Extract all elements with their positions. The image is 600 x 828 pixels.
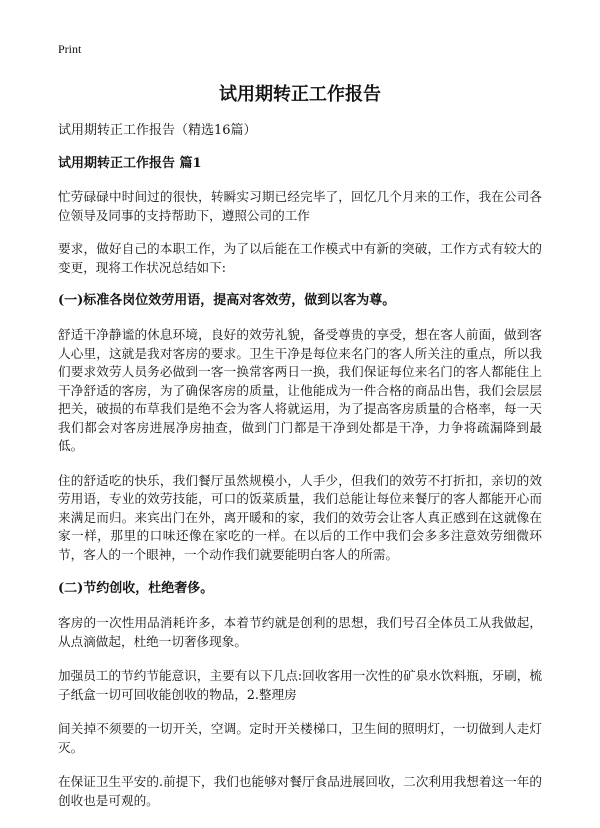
paragraph-dining: 住的舒适吃的快乐，我们餐厅虽然规模小，人手少，但我们的效劳不打折扣，亲切的效劳用语，专业的效劳技能，可口的饭菜质量，我们总能让每位来餐厅的客人都能开心而来满足而归。来宾出门在外，离开暖和的家，我们的效劳会让客人真正感到在这就像在家一样，那里的口味还像在家吃的一样。在以后的工作中我们会多多注意效劳细微环节，客人的一个眼神，一个动作我们就要能明白客人的所需。 (58, 472, 542, 562)
paragraph-saving-3: 间关掉不须要的一切开关，空调。定时开关楼梯口，卫生间的照明灯，一切做到人走灯灭。 (58, 721, 542, 755)
paragraph-saving-1: 客房的一次性用品消耗许多，本着节约就是创利的思想，我们号召全体员工从我做起，从点滴做起，杜绝一切奢侈现象。 (58, 615, 542, 649)
subheading-service: (一)标准各岗位效劳用语，提高对客效劳，做到以客为尊。 (58, 293, 396, 308)
paragraph-intro-1: 忙劳碌碌中时间过的很快，转瞬实习期已经完毕了，回忆几个月来的工作，我在公司各位领导及同事的支持帮助下，遵照公司的工作 (58, 189, 542, 223)
section-heading: 试用期转正工作报告 篇1 (58, 156, 202, 171)
paragraph-rooms: 舒适干净静谧的休息环境，良好的效劳礼貌，备受尊贵的享受，想在客人前面，做到客人心里，这就是我对客房的要求。卫生干净是每位来名门的客人所关注的重点，所以我们要求效劳人员务必做到一客一换常客两日一换，我们保证每位来名门的客人都能住上干净舒适的客房，为了确保客房的质量，让他能成为一件合格的商品出售，我们会层层把关，破损的布草我们是绝不会为客人将就运用，为了提高客房质量的合格率，每一天我们都会对客房进展净房抽查，做到门门都是干净到处都是干净，力争将疏漏降到最低。 (58, 327, 542, 453)
paragraph-intro-2: 要求，做好自己的本职工作，为了以后能在工作模式中有新的突破，工作方式有较大的变更，现将工作状况总结如下: (58, 241, 542, 275)
subheading-saving: (二)节约创收，杜绝奢侈。 (58, 581, 214, 596)
document-title: 试用期转正工作报告 (219, 84, 381, 105)
print-label: Print (58, 42, 82, 56)
paragraph-saving-4: 在保证卫生平安的.前提下，我们也能够对餐厅食品进展回收，二次利用我想着这一年的创收也是可观的。 (58, 774, 542, 808)
document-subtitle: 试用期转正工作报告（精选16篇） (58, 123, 257, 138)
paragraph-saving-2: 加强员工的节约节能意识，主要有以下几点:回收客用一次性的矿泉水饮料瓶，牙刷，梳子纸盒一切可回收能创收的物品，2.整理房 (58, 668, 542, 702)
